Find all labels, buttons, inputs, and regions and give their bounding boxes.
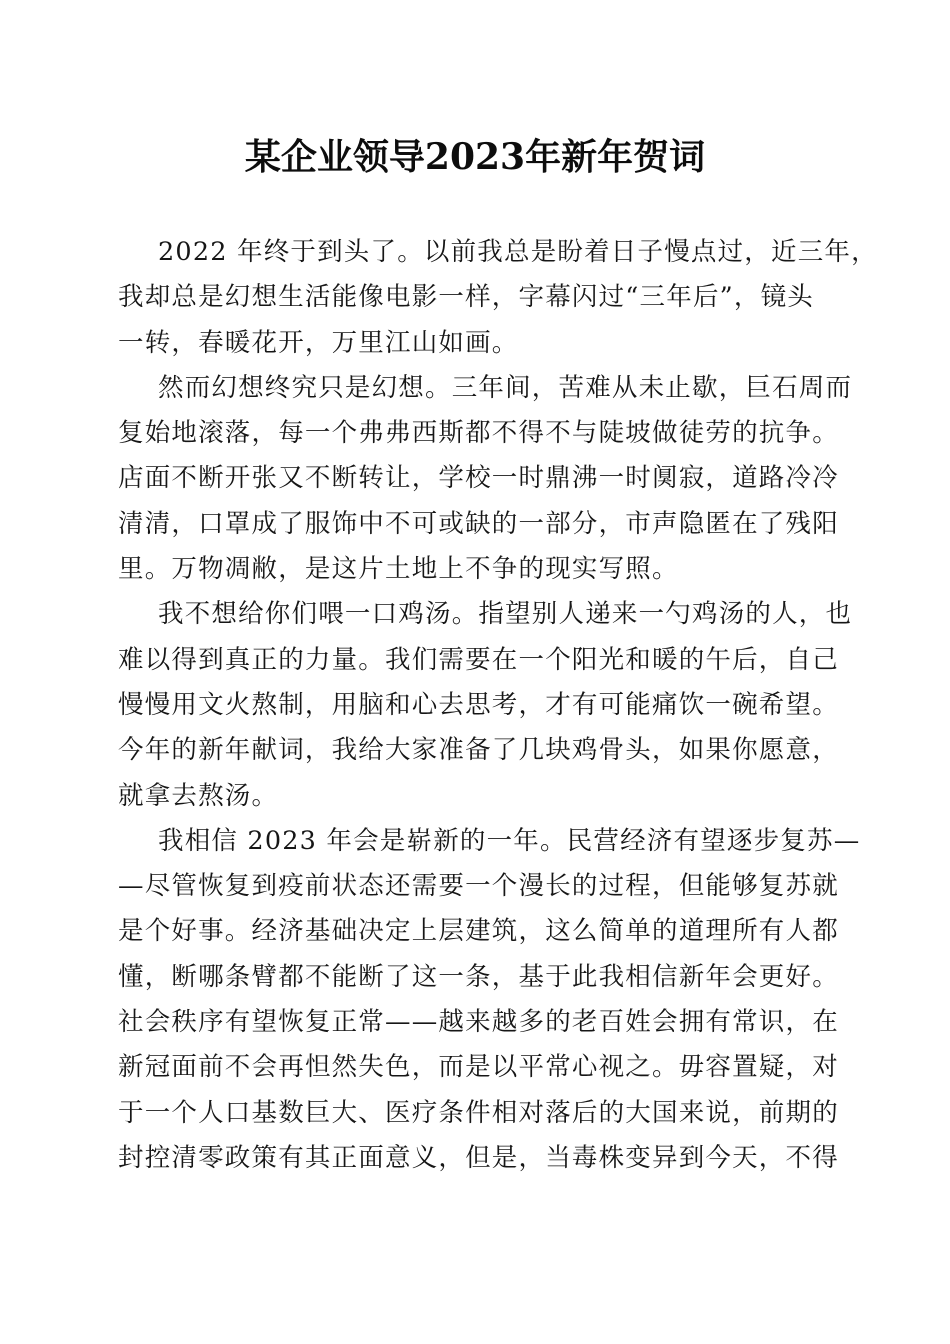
paragraph-line: 我不想给你们喂一口鸡汤。指望别人递来一勺鸡汤的人，也	[158, 599, 853, 630]
paragraph	[118, 230, 878, 366]
paragraph	[118, 819, 861, 1181]
paragraph-line: 我却总是幻想生活能像电影一样，字幕闪过“三年后”，镜头	[118, 282, 814, 313]
paragraph-line: 慢慢用文火熬制，用脑和心去思考，才有可能痛饮一碗希望。	[118, 689, 839, 720]
paragraph-line: 懂，断哪条臂都不能断了这一条，基于此我相信新年会更好。	[118, 961, 839, 992]
paragraph-line: 封控清零政策有其正面意义，但是，当毒株变异到今天，不得	[118, 1142, 839, 1173]
paragraph-line: 我相信 2023 年会是崭新的一年。民营经济有望逐步复苏—	[158, 825, 861, 856]
paragraph-line: 清清，口罩成了服饰中不可或缺的一部分，市声隐匿在了残阳	[118, 508, 839, 539]
paragraph	[118, 592, 853, 818]
paragraph-line: 2022 年终于到头了。以前我总是盼着日子慢点过，近三年，	[158, 237, 878, 267]
paragraph-line: 于一个人口基数巨大、医疗条件相对落后的大国来说，前期的	[118, 1097, 839, 1128]
document-body	[118, 230, 878, 1181]
paragraph-line: 一转，春暖花开，万里江山如画。	[118, 327, 519, 358]
paragraph-line: 店面不断开张又不断转让，学校一时鼎沸一时阒寂，道路冷冷	[118, 463, 839, 494]
paragraph-line: 里。万物凋敝，是这片土地上不争的现实写照。	[118, 554, 679, 585]
paragraph-line: 然而幻想终究只是幻想。三年间，苦难从未止歇，巨石周而	[158, 372, 853, 403]
paragraph-line: 今年的新年献词，我给大家准备了几块鸡骨头，如果你愿意，	[118, 735, 839, 766]
paragraph-line: 就拿去熬汤。	[118, 780, 279, 811]
paragraph-line: 新冠面前不会再怛然失色，而是以平常心视之。毋容置疑，对	[118, 1052, 839, 1083]
paragraph-line: 是个好事。经济基础决定上层建筑，这么简单的道理所有人都	[118, 916, 839, 947]
document-title: 某企业领导2023年新年贺词	[244, 136, 706, 178]
paragraph	[118, 366, 853, 592]
paragraph-line: —尽管恢复到疫前状态还需要一个漫长的过程，但能够复苏就	[118, 871, 839, 902]
paragraph-line: 难以得到真正的力量。我们需要在一个阳光和暖的午后，自己	[118, 644, 839, 675]
paragraph-line: 社会秩序有望恢复正常——越来越多的老百姓会拥有常识，在	[118, 1007, 839, 1038]
paragraph-line: 复始地滚落，每一个弗弗西斯都不得不与陡坡做徒劳的抗争。	[118, 418, 839, 449]
